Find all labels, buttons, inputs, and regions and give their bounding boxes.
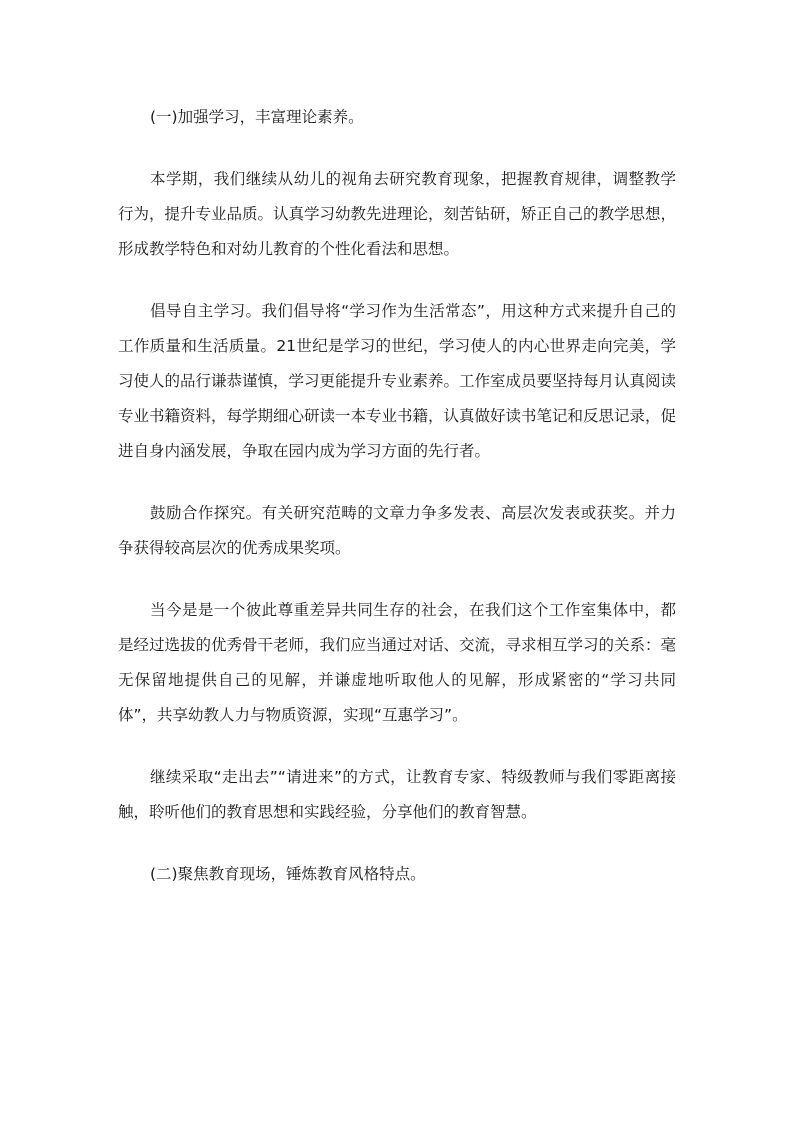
paragraph-3: 鼓励合作探究。有关研究范畴的文章力争多发表、高层次发表或获奖。并力争获得较高层次的优秀成果奖项。 (118, 504, 676, 557)
paragraph-1: 本学期，我们继续从幼儿的视角去研究教育现象，把握教育规律，调整教学行为，提升专业品质。认真学习幼教先进理论，刻苦钻研，矫正自己的教学思想，形成教学特色和对幼儿教育的个性化看法和思想。 (118, 170, 677, 258)
paragraph-2: 倡导自主学习。我们倡导将“学习作为生活常态”，用这种方式来提升自己的工作质量和生活质量。21世纪是学习的世纪，学习使人的内心世界走向完美，学习使人的品行谦恭谨慎，学习更能提升专业素养。工作室成员要坚持每月认真阅读专业书籍资料，每学期细心研读一本专业书籍，认真做好读书笔记和反思记录，促进自身内涵发展，争取在园内成为学习方面的先行者。 (118, 302, 677, 460)
paragraph-5: 继续采取“走出去”“请进来”的方式，让教育专家、特级教师与我们零距离接触，聆听他们的教育思想和实践经验，分享他们的教育智慧。 (118, 768, 676, 821)
document-body (118, 100, 676, 892)
section-heading-2: (二)聚焦教育现场，锤炼教育风格特点。 (150, 865, 426, 883)
paragraph-4: 当今是是一个彼此尊重差异共同生存的社会，在我们这个工作室集体中，都是经过选拔的优秀骨干老师，我们应当通过对话、交流，寻求相互学习的关系：毫无保留地提供自己的见解，并谦虚地听取他人的见解，形成紧密的“学习共同体”，共享幼教人力与物质资源，实现“互惠学习”。 (118, 601, 677, 724)
section-heading-1: (一)加强学习，丰富理论素养。 (150, 108, 364, 126)
